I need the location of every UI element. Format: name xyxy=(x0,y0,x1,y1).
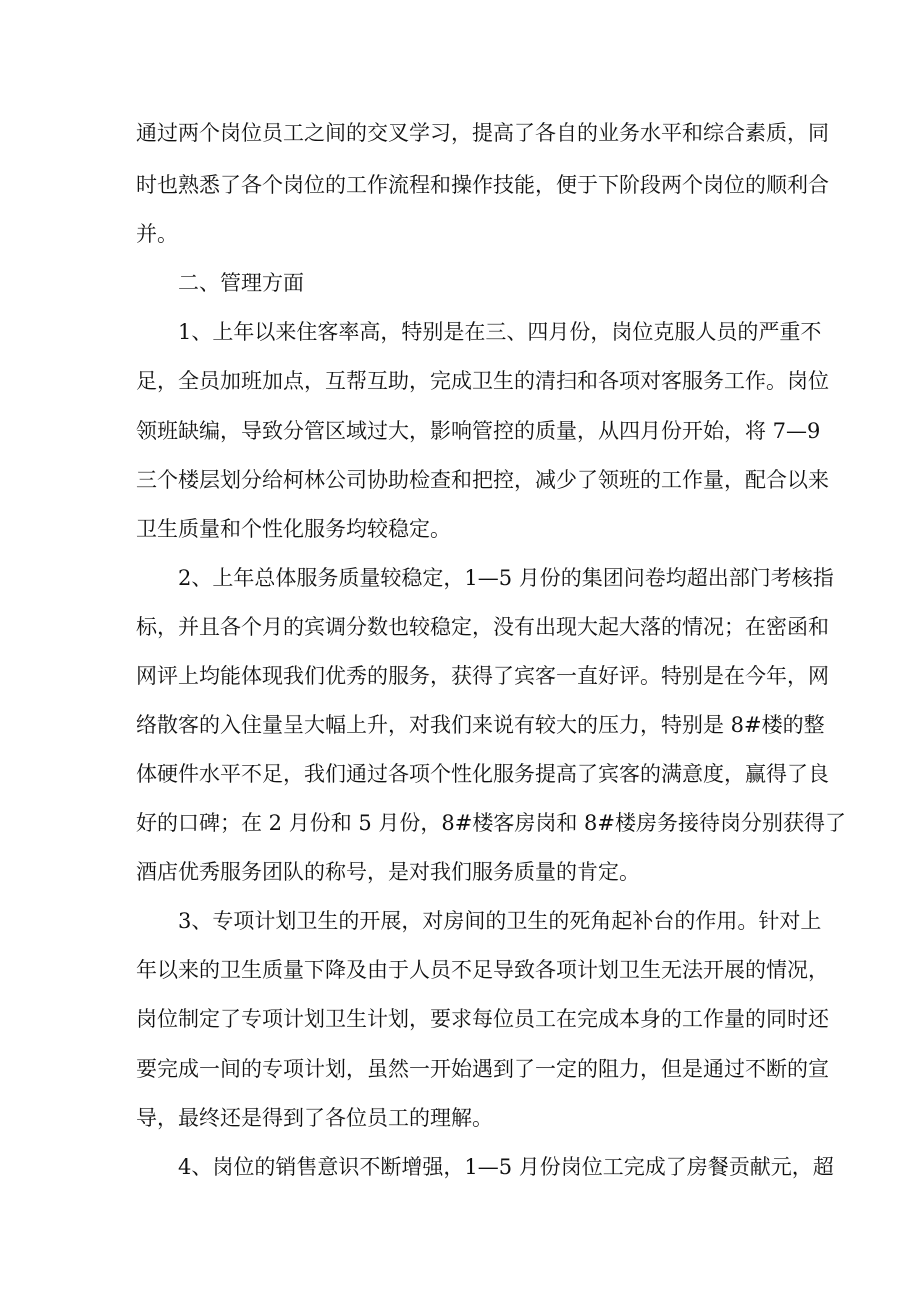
paragraph-line: 好的口碑；在 2 月份和 5 月份，8#楼客房岗和 8#楼房务接待岗分别获得了 xyxy=(136,811,847,835)
paragraph-line: 岗位制定了专项计划卫生计划，要求每位员工在完成本身的工作量的同时还 xyxy=(136,1007,829,1031)
paragraph-line: 标，并且各个月的宾调分数也较稳定，没有出现大起大落的情况；在密函和 xyxy=(136,615,829,639)
paragraph-line: 足，全员加班加点，互帮互助，完成卫生的清扫和各项对客服务工作。岗位 xyxy=(136,369,829,393)
paragraph-line: 2、上年总体服务质量较稳定，1—5 月份的集团问卷均超出部门考核指 xyxy=(178,566,834,590)
paragraph-line: 3、专项计划卫生的开展，对房间的卫生的死角起补台的作用。针对上 xyxy=(178,909,822,933)
paragraph-line: 导，最终还是得到了各位员工的理解。 xyxy=(136,1106,493,1130)
paragraph-line: 要完成一间的专项计划，虽然一开始遇到了一定的阻力，但是通过不断的宣 xyxy=(136,1057,829,1081)
paragraph-line: 络散客的入住量呈大幅上升，对我们来说有较大的压力，特别是 8#楼的整 xyxy=(136,713,825,737)
paragraph-line: 网评上均能体现我们优秀的服务，获得了宾客一直好评。特别是在今年，网 xyxy=(136,664,829,688)
paragraph-line: 三个楼层划分给柯林公司协助检查和把控，减少了领班的工作量，配合以来 xyxy=(136,468,829,492)
paragraph-line: 体硬件水平不足，我们通过各项个性化服务提高了宾客的满意度，赢得了良 xyxy=(136,762,829,786)
section-heading: 二、管理方面 xyxy=(178,271,304,295)
paragraph-line: 通过两个岗位员工之间的交叉学习，提高了各自的业务水平和综合素质，同 xyxy=(136,121,829,145)
paragraph-line: 时也熟悉了各个岗位的工作流程和操作技能，便于下阶段两个岗位的顺利合 xyxy=(136,173,829,197)
paragraph-line: 领班缺编，导致分管区域过大，影响管控的质量，从四月份开始，将 7—9 xyxy=(136,419,821,443)
paragraph-line: 并。 xyxy=(136,222,178,246)
paragraph-line: 4、岗位的销售意识不断增强，1—5 月份岗位工完成了房餐贡献元，超 xyxy=(178,1155,834,1179)
paragraph-line: 卫生质量和个性化服务均较稳定。 xyxy=(136,517,451,541)
paragraph-line: 酒店优秀服务团队的称号，是对我们服务质量的肯定。 xyxy=(136,860,640,884)
paragraph-line: 年以来的卫生质量下降及由于人员不足导致各项计划卫生无法开展的情况， xyxy=(136,958,829,982)
paragraph-line: 1、上年以来住客率高，特别是在三、四月份，岗位克服人员的严重不 xyxy=(178,320,822,344)
